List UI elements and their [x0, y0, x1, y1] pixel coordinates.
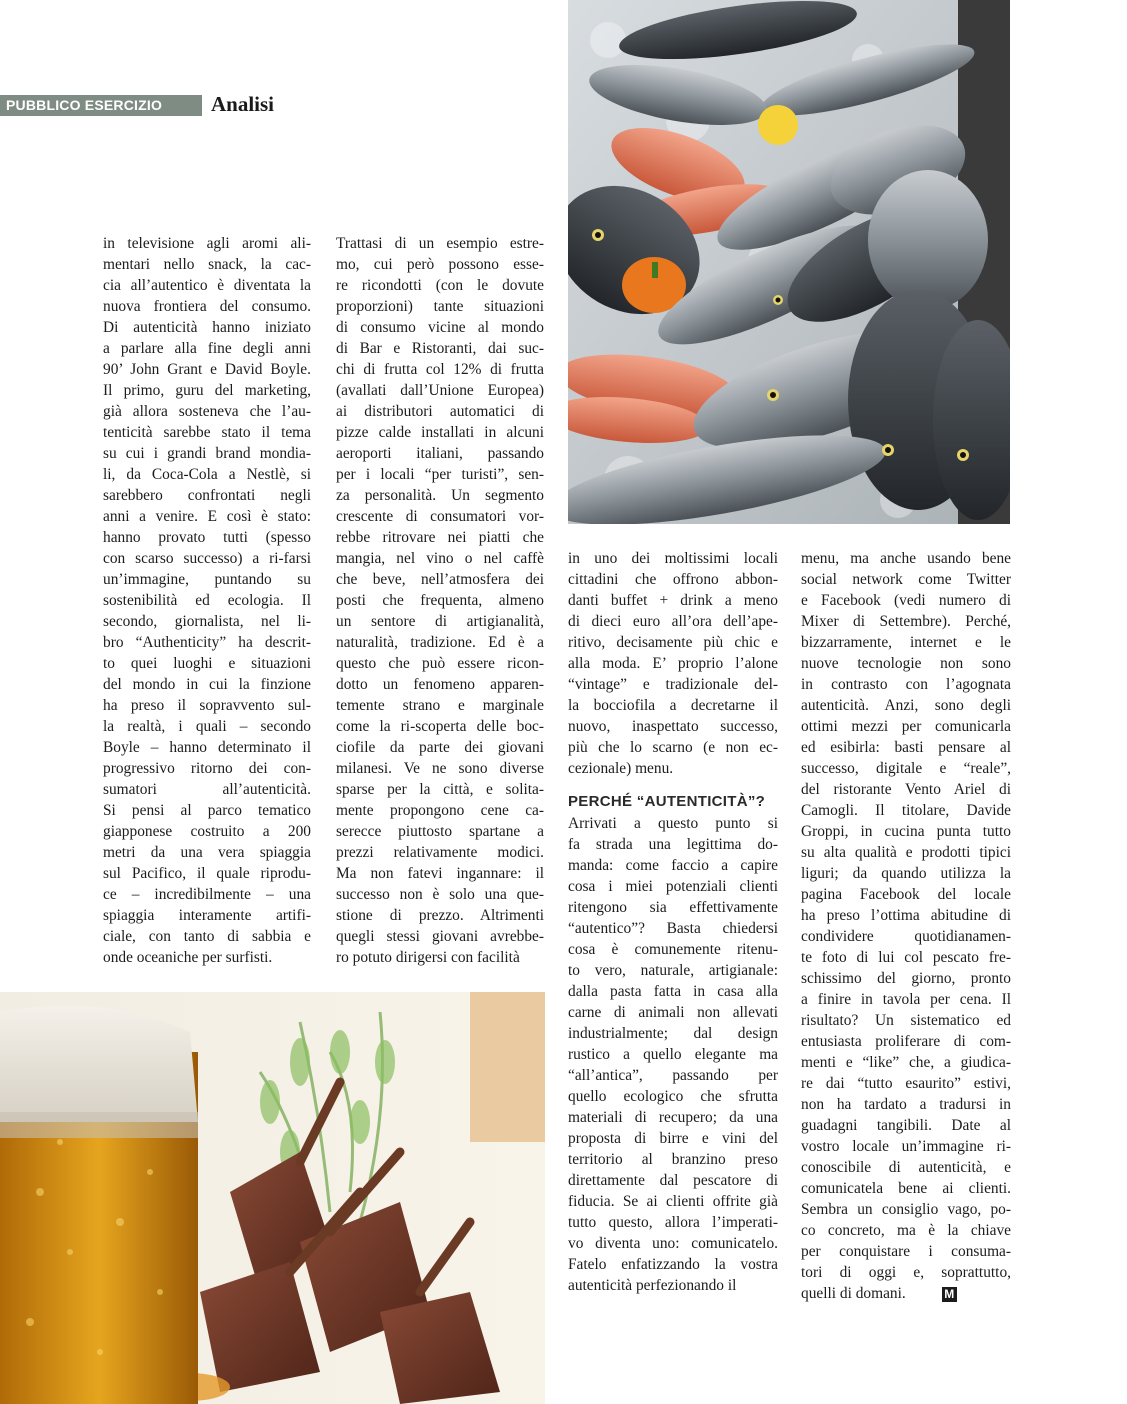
text-line: mo, cui però possono esse-: [336, 256, 544, 273]
text-line: sumatori all’autenticità.: [103, 781, 311, 798]
text-line: di consumo vicine al mondo: [336, 319, 544, 336]
text-line: (avallati dall’Unione Europea): [336, 382, 544, 399]
text-line: ciale, con tanto di sabbia e: [103, 928, 311, 945]
text-line: più che lo scarno (e non ec-: [568, 739, 778, 756]
text-line: rustico a quello elegante ma: [568, 1046, 778, 1063]
section-title: Analisi: [211, 92, 275, 116]
text-line: secondo, giornalista, nel li-: [103, 613, 311, 630]
beer-lamb-photo: [0, 992, 545, 1404]
text-line: sparse per la città, e solita-: [336, 781, 544, 798]
text-line: su alta qualità e prodotti tipici: [801, 844, 1011, 861]
text-line: a finire in tavola per cena. Il: [801, 991, 1011, 1008]
text-line: per conquistare i consuma-: [801, 1243, 1011, 1260]
text-line: Camogli. Il titolare, Davide: [801, 802, 1011, 819]
text-line: Trattasi di un esempio estre-: [336, 235, 544, 252]
text-line: ritivo, decisamente più chic e: [568, 634, 778, 651]
text-line: vo diventa uno: comunicatelo.: [568, 1235, 778, 1252]
text-line: direttamente dal pescatore di: [568, 1172, 778, 1189]
text-line: fa strada una legittima do-: [568, 836, 778, 853]
text-line: rebbe ritrovare nei piatti che: [336, 529, 544, 546]
text-line: sul Pacifico, il quale riprodu-: [103, 865, 311, 882]
text-line: anni a venire. E così è stato:: [103, 508, 311, 525]
text-line: milanesi. Ve ne sono diverse: [336, 760, 544, 777]
text-line: spiaggia interamente artifi-: [103, 907, 311, 924]
text-line: alla moda. E’ proprio l’alone: [568, 655, 778, 672]
text-line: già allora sosteneva che l’au-: [103, 403, 311, 420]
text-line: ha preso il sopravvento sul-: [103, 697, 311, 714]
text-line: ed esibirla: basti pensare al: [801, 739, 1011, 756]
text-line: bizzarramente, internet e le: [801, 634, 1011, 651]
text-line: quegli stessi giovani avrebbe-: [336, 928, 544, 945]
text-line: re dai “tutto esaurito” estivi,: [801, 1075, 1011, 1092]
text-line: 90’ John Grant e David Boyle.: [103, 361, 311, 378]
text-line: “autentico”? Basta chiedersi: [568, 920, 778, 937]
text-line: social network come Twitter: [801, 571, 1011, 588]
end-of-article-mark: M: [942, 1287, 957, 1302]
text-line: carne di animali non allevati: [568, 1004, 778, 1021]
section-label: PUBBLICO ESERCIZIO: [6, 97, 163, 113]
text-line: Di autenticità hanno iniziato: [103, 319, 311, 336]
text-line: cezionale) menu.: [568, 760, 674, 777]
text-column-4: [801, 548, 1011, 1304]
text-line: conoscibile di autenticità, e: [801, 1159, 1011, 1176]
fish-photo: [568, 0, 1010, 524]
text-line: guadagni tangibili. Date al: [801, 1117, 1011, 1134]
text-line: nuova frontiera del consumo.: [103, 298, 311, 315]
text-line: la bocciofila a decretarne il: [568, 697, 778, 714]
text-line: to quei luoghi e situazioni: [103, 655, 311, 672]
text-line: cittadini che offrono abbon-: [568, 571, 778, 588]
text-line: Sembra un consiglio vago, po-: [801, 1201, 1011, 1218]
text-line: prezzi relativamente modici.: [336, 844, 544, 861]
text-line: vostro locale un’immagine ri-: [801, 1138, 1011, 1155]
fish-illustration: [568, 0, 1010, 524]
text-line: di dieci euro all’ora dell’ape-: [568, 613, 778, 630]
text-line: del mondo in cui la finzione: [103, 676, 311, 693]
text-line: pagina Facebook del locale: [801, 886, 1011, 903]
text-line: Boyle – hanno determinato il: [103, 739, 311, 756]
text-line: Arrivati a questo punto si: [568, 815, 778, 832]
text-line: aeroporti italiani, passando: [336, 445, 544, 462]
text-line: del ristorante Vento Ariel di: [801, 781, 1011, 798]
text-line: industrialmente; dal design: [568, 1025, 778, 1042]
text-line: ottimi mezzi per comunicarla: [801, 718, 1011, 735]
text-line: quelli di domani.: [801, 1285, 906, 1302]
text-line: proposta di birre e vini del: [568, 1130, 778, 1147]
text-line: mangia, nel vino o nel caffè: [336, 550, 544, 567]
section-gap: [568, 779, 778, 787]
text-line: condividere quotidianamen-: [801, 928, 1011, 945]
text-line: serecce piuttosto spartane a: [336, 823, 544, 840]
text-line: onde oceaniche per surfisti.: [103, 949, 273, 966]
text-line: risultato? Un sistematico ed: [801, 1012, 1011, 1029]
text-line: territorio al branzino preso: [568, 1151, 778, 1168]
text-line: successo non è solo una que-: [336, 886, 544, 903]
end-line-wrapper: [801, 1283, 1011, 1304]
text-line: di Bar e Ristoranti, dai suc-: [336, 340, 544, 357]
text-line: a parlare alla fine degli anni: [103, 340, 311, 357]
text-line: materiali di recupero; da una: [568, 1109, 778, 1126]
text-line: to vero, naturale, artigianale:: [568, 962, 778, 979]
beer-lamb-illustration: [0, 992, 545, 1404]
section-label-bar: [0, 95, 202, 116]
text-line: con scarso successo) a ri-farsi: [103, 550, 311, 567]
text-line: te foto di lui col pescato fre-: [801, 949, 1011, 966]
text-line: pizze calde installati in alcuni: [336, 424, 544, 441]
text-line: mente propongono cene ca-: [336, 802, 544, 819]
text-line: za personalità. Un segmento: [336, 487, 544, 504]
text-line: ritengono sia effettivamente: [568, 899, 778, 916]
text-line: che beve, nell’atmosfera dei: [336, 571, 544, 588]
text-line: proporzioni) tante situazioni: [336, 298, 544, 315]
text-line: tori di oggi e, soprattutto,: [801, 1264, 1011, 1281]
text-line: menu, ma anche usando bene: [801, 550, 1011, 567]
text-line: hanno provato tutti (spesso: [103, 529, 311, 546]
text-line: per i locali “per turisti”, sen-: [336, 466, 544, 483]
text-line: questo che può essere ricon-: [336, 655, 544, 672]
text-line: dalla pasta fatta in casa alla: [568, 983, 778, 1000]
text-line: sostenibilità ed ecologia. Il: [103, 592, 311, 609]
text-line: Ma non fatevi ingannare: il: [336, 865, 544, 882]
text-line: temente strano e marginale: [336, 697, 544, 714]
text-column-3: [568, 548, 778, 1296]
text-line: cosa i miei potenziali clienti: [568, 878, 778, 895]
text-line: Mixer di Settembre). Perché,: [801, 613, 1011, 630]
text-line: in televisione agli aromi ali-: [103, 235, 311, 252]
text-line: giapponese costruito a 200: [103, 823, 311, 840]
text-line: tutto questo, allora l’imperati-: [568, 1214, 778, 1231]
text-line: fiducia. Se ai clienti offrite già: [568, 1193, 778, 1210]
text-line: “vintage” e tradizionale del-: [568, 676, 778, 693]
text-column-2: [336, 233, 544, 968]
text-line: e Facebook (vedi numero di: [801, 592, 1011, 609]
text-column-3-bottom: [568, 813, 778, 1296]
text-line: metri da una vera spiaggia: [103, 844, 311, 861]
text-line: entusiasta proliferare di com-: [801, 1033, 1011, 1050]
text-line: progressivo ritorno dei con-: [103, 760, 311, 777]
text-line: come la ri-scoperta delle boc-: [336, 718, 544, 735]
text-line: “all’antica”, passando per: [568, 1067, 778, 1084]
text-line: manda: come faccio a capire: [568, 857, 778, 874]
text-line: re ricondotti (con le dovute: [336, 277, 544, 294]
text-line: nuove tecnologie non sono: [801, 655, 1011, 672]
text-line: Fatelo enfatizzando la vostra: [568, 1256, 778, 1273]
text-line: comunicatela bene ai clienti.: [801, 1180, 1011, 1197]
text-line: danti buffet + drink a meno: [568, 592, 778, 609]
text-line: posti che frequenta, almeno: [336, 592, 544, 609]
text-line: successo, digitale e “reale”,: [801, 760, 1011, 777]
text-line: Il primo, guru del marketing,: [103, 382, 311, 399]
text-line: su cui i grandi brand mondia-: [103, 445, 311, 462]
subheading: PERCHÉ “AUTENTICITÀ”?: [568, 793, 766, 810]
text-line: la realtà, i quali – secondo: [103, 718, 311, 735]
text-line: naturalità, tradizione. Ed è a: [336, 634, 544, 651]
text-line: li, da Coca-Cola a Nestlè, si: [103, 466, 311, 483]
text-column-3-top: [568, 548, 778, 779]
text-line: autenticità perfezionando il: [568, 1277, 737, 1294]
text-line: cosa è comunemente ritenu-: [568, 941, 778, 958]
text-column-1: [103, 233, 311, 968]
text-line: co concreto, ma è la chiave: [801, 1222, 1011, 1239]
text-line: crescente di consumatori vor-: [336, 508, 544, 525]
text-line: stione di prezzo. Altrimenti: [336, 907, 544, 924]
text-line: mentari nello snack, la cac-: [103, 256, 311, 273]
text-line: chi di frutta col 12% di frutta: [336, 361, 544, 378]
text-line: cia all’autentico è diventata la: [103, 277, 311, 294]
text-line: autenticità. Anzi, sono degli: [801, 697, 1011, 714]
text-line: dotto un fenomeno apparen-: [336, 676, 544, 693]
text-line: sarebbero confrontati negli: [103, 487, 311, 504]
text-line: nuovo, inaspettato successo,: [568, 718, 778, 735]
text-line: ce – incredibilmente – una: [103, 886, 311, 903]
text-line: un’immagine, puntando su: [103, 571, 311, 588]
text-line: un sentore di artigianalità,: [336, 613, 544, 630]
text-line: in uno dei moltissimi locali: [568, 550, 778, 567]
text-line: ro potuto dirigersi con facilità: [336, 949, 520, 966]
text-line: tenticità sarebbe stato il tema: [103, 424, 311, 441]
text-line: non ha tardato a tradursi in: [801, 1096, 1011, 1113]
text-line: menti e “like” che, a giudica-: [801, 1054, 1011, 1071]
text-line: liguri; da quando utilizza la: [801, 865, 1011, 882]
text-line: quello ecologico che sfrutta: [568, 1088, 778, 1105]
text-line: bro “Authenticity” ha descrit-: [103, 634, 311, 651]
text-line: ha preso l’ottima abitudine di: [801, 907, 1011, 924]
text-line: in contrasto con l’agognata: [801, 676, 1011, 693]
text-line: schissimo del giorno, pronto: [801, 970, 1011, 987]
text-line: Si pensi al parco tematico: [103, 802, 311, 819]
text-line: Groppi, in cucina punta tutto: [801, 823, 1011, 840]
text-line: ciofile da parte dei giovani: [336, 739, 544, 756]
text-line: ai distributori automatici di: [336, 403, 544, 420]
